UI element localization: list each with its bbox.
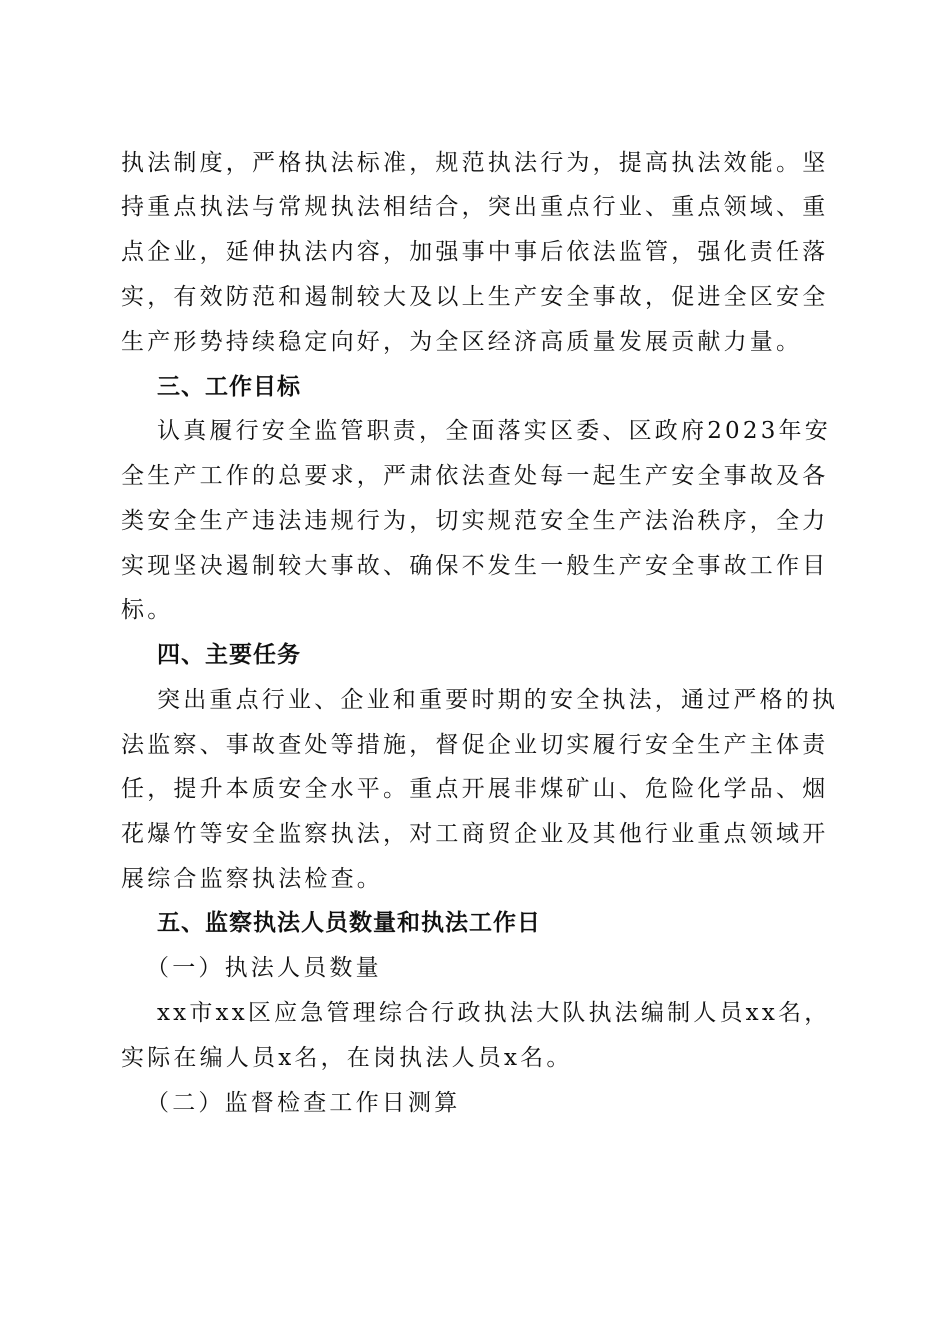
paragraph-line: 实现坚决遏制较大事故、确保不发生一般生产安全事故工作目 bbox=[121, 553, 829, 579]
subheading-staff-count: （一）执法人员数量 bbox=[146, 955, 382, 981]
paragraph-line: 突出重点行业、企业和重要时期的安全执法，通过严格的执 bbox=[157, 687, 839, 713]
paragraph-line: 花爆竹等安全监察执法，对工商贸企业及其他行业重点领域开 bbox=[121, 821, 829, 847]
paragraph-line: 展综合监察执法检查。 bbox=[121, 866, 383, 892]
paragraph-line: xx市xx区应急管理综合行政执法大队执法编制人员xx名， bbox=[157, 1000, 831, 1026]
section-heading-staffing: 五、监察执法人员数量和执法工作日 bbox=[157, 910, 541, 936]
paragraph-line: 实际在编人员x名，在岗执法人员x名。 bbox=[121, 1045, 573, 1071]
paragraph-line: 类安全生产违法违规行为，切实规范安全生产法治秩序，全力 bbox=[121, 508, 829, 534]
paragraph-line: 实，有效防范和遏制较大及以上生产安全事故，促进全区安全 bbox=[121, 284, 829, 310]
paragraph-line: 任，提升本质安全水平。重点开展非煤矿山、危险化学品、烟 bbox=[121, 776, 829, 802]
paragraph-line: 全生产工作的总要求，严肃依法查处每一起生产安全事故及各 bbox=[121, 463, 829, 489]
paragraph-line: 持重点执法与常规执法相结合，突出重点行业、重点领域、重 bbox=[121, 194, 829, 220]
paragraph-line: 标。 bbox=[121, 597, 174, 623]
paragraph-line: 法监察、事故查处等措施，督促企业切实履行安全生产主体责 bbox=[121, 732, 829, 758]
paragraph-line: 生产形势持续稳定向好，为全区经济高质量发展贡献力量。 bbox=[121, 329, 803, 355]
section-heading-main-tasks: 四、主要任务 bbox=[157, 642, 301, 668]
paragraph-line: 认真履行安全监管职责，全面落实区委、区政府2023年安 bbox=[157, 418, 831, 444]
paragraph-line: 执法制度，严格执法标准，规范执法行为，提高执法效能。坚 bbox=[121, 150, 829, 176]
subheading-workday-estimate: （二）监督检查工作日测算 bbox=[146, 1090, 461, 1116]
section-heading-work-goals: 三、工作目标 bbox=[157, 374, 301, 400]
paragraph-line: 点企业，延伸执法内容，加强事中事后依法监管，强化责任落 bbox=[121, 239, 829, 265]
